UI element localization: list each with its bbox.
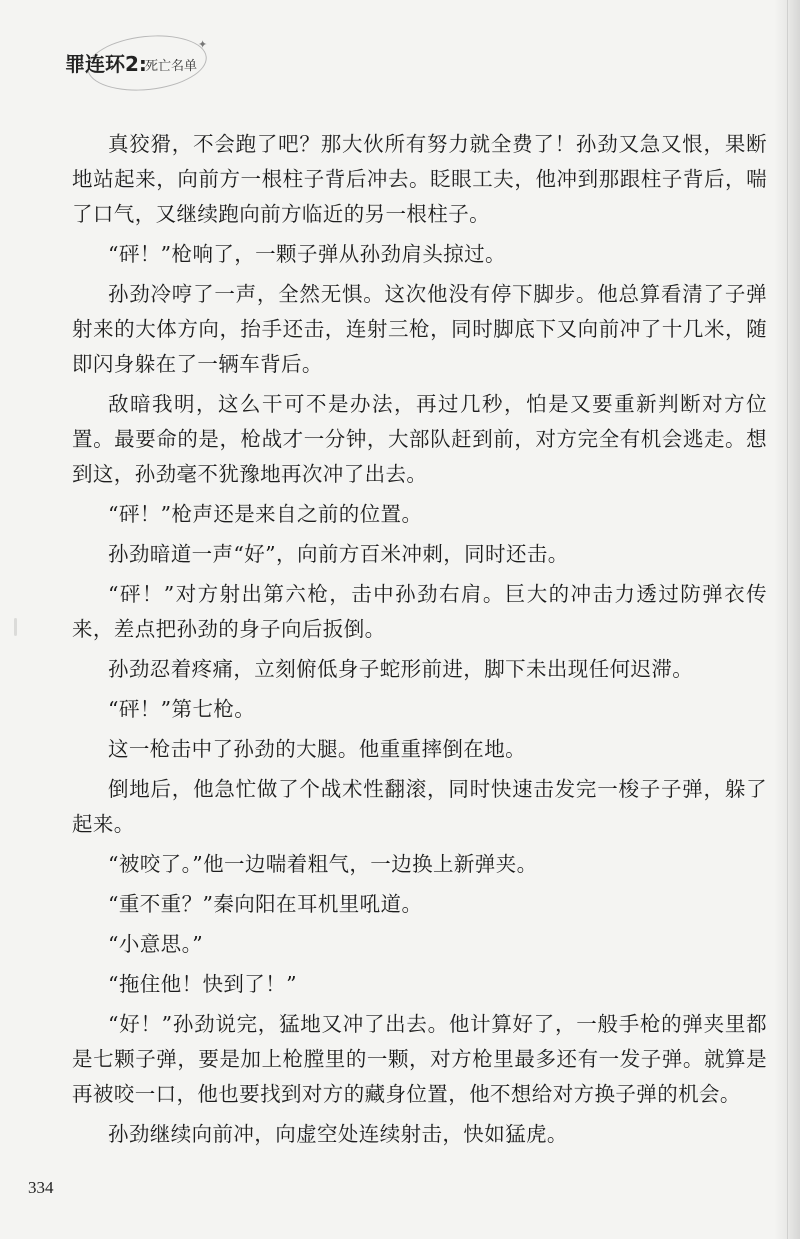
header-star-icon: ✦	[198, 38, 208, 51]
paragraph: 孙劲暗道一声“好”，向前方百米冲刺，同时还击。	[108, 542, 569, 566]
body-text	[72, 127, 767, 1157]
paragraph: “重不重？”秦向阳在耳机里吼道。	[108, 892, 423, 916]
book-subtitle: 死亡名单	[145, 59, 198, 74]
paragraph: “砰！”枪响了，一颗子弹从孙劲肩头掠过。	[108, 242, 506, 266]
running-header	[65, 38, 265, 84]
paragraph: 倒地后，他急忙做了个战术性翻滚，同时快速击发完一梭子子弹，躲了起来。	[72, 777, 767, 836]
paragraph: “砰！”对方射出第六枪，击中孙劲右肩。巨大的冲击力透过防弹衣传来，差点把孙劲的身子向后扳倒。	[72, 582, 767, 641]
paragraph: 真狡猾，不会跑了吧？那大伙所有努力就全费了！孙劲又急又恨，果断地站起来，向前方一根柱子背后冲去。眨眼工夫，他冲到那跟柱子背后，喘了口气，又继续跑向前方临近的另一根柱子。	[72, 132, 767, 226]
paragraph: “被咬了。”他一边喘着粗气，一边换上新弹夹。	[108, 852, 538, 876]
paragraph: “砰！”第七枪。	[108, 697, 256, 721]
paragraph: 孙劲冷哼了一声，全然无惧。这次他没有停下脚步。他总算看清了子弹射来的大体方向，抬手还击，连射三枪，同时脚底下又向前冲了十几米，随即闪身躲在了一辆车背后。	[72, 282, 767, 376]
paragraph: 孙劲忍着疼痛，立刻俯低身子蛇形前进，脚下未出现任何迟滞。	[108, 657, 694, 681]
scan-smudge	[14, 618, 17, 636]
paragraph: “好！”孙劲说完，猛地又冲了出去。他计算好了，一般手枪的弹夹里都是七颗子弹，要是加上枪膛里的一颗，对方枪里最多还有一发子弹。就算是再被咬一口，他也要找到对方的藏身位置，他不想给对方换子弹的机会。	[72, 1012, 767, 1106]
paragraph: 敌暗我明，这么干可不是办法，再过几秒，怕是又要重新判断对方位置。最要命的是，枪战才一分钟，大部队赶到前，对方完全有机会逃走。想到这，孙劲毫不犹豫地再次冲了出去。	[72, 392, 767, 486]
paragraph: “拖住他！快到了！”	[108, 972, 297, 996]
paragraph: “砰！”枪声还是来自之前的位置。	[108, 502, 423, 526]
page-number: 334	[28, 1178, 54, 1197]
paragraph: “小意思。”	[108, 932, 204, 956]
book-title: 罪连环2:	[65, 52, 147, 76]
page-edge-line	[787, 0, 788, 1239]
paragraph: 孙劲继续向前冲，向虚空处连续射击，快如猛虎。	[108, 1122, 568, 1146]
paragraph: 这一枪击中了孙劲的大腿。他重重摔倒在地。	[108, 737, 526, 761]
